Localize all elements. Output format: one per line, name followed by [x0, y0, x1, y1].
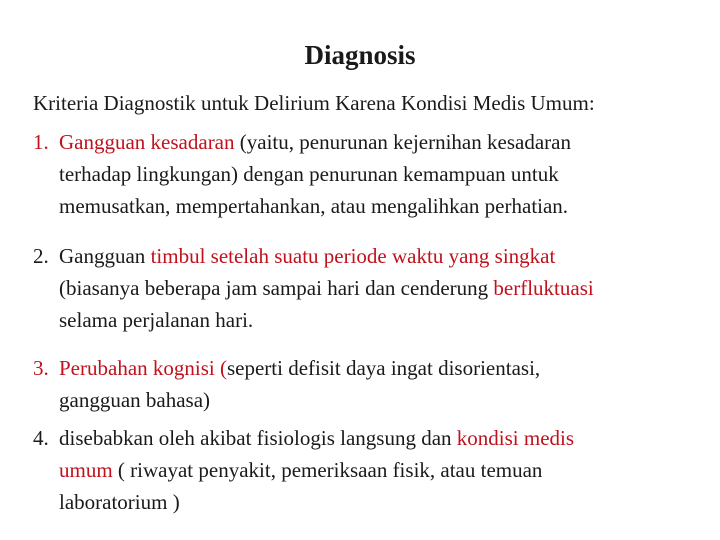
- plain-text: (biasanya beberapa jam sampai hari dan cenderung: [59, 276, 494, 300]
- list-item-line: [59, 422, 693, 454]
- list-item-line: [59, 126, 693, 158]
- list-item-number: 4.: [33, 426, 49, 450]
- plain-text: (yaitu, penurunan kejernihan kesadaran: [234, 130, 571, 154]
- list-item-text: [59, 126, 693, 222]
- list-item-line: [59, 190, 693, 222]
- list-item-line: [59, 158, 693, 190]
- plain-text: terhadap lingkungan) dengan penurunan kemampuan untuk: [59, 162, 559, 186]
- list-item-line: [59, 240, 693, 272]
- list-item-line: [59, 304, 693, 336]
- highlight-text: timbul setelah suatu periode waktu yang singkat: [150, 244, 556, 268]
- plain-text: selama perjalanan hari.: [59, 308, 254, 332]
- list-item-line: [59, 384, 693, 416]
- highlight-text: Perubahan kognisi (: [59, 356, 227, 380]
- list-item-number: 3.: [33, 356, 49, 380]
- list-item-line: [59, 454, 693, 486]
- plain-text: seperti defisit daya ingat disorientasi,: [226, 356, 541, 380]
- plain-text: disebabkan oleh akibat fisiologis langsung dan: [59, 426, 457, 450]
- highlight-text: kondisi medis: [456, 426, 575, 450]
- plain-text: memusatkan, mempertahankan, atau mengalihkan perhatian.: [59, 194, 569, 218]
- subtitle: Kriteria Diagnostik untuk Delirium Karena Kondisi Medis Umum:: [33, 91, 595, 115]
- list-item-number: 1.: [33, 130, 49, 154]
- list-item-text: [59, 422, 693, 518]
- list-item-text: [59, 352, 693, 416]
- list-item-line: [59, 272, 693, 304]
- highlight-text: Gangguan kesadaran: [59, 130, 235, 154]
- plain-text: Gangguan: [59, 244, 151, 268]
- list-item-text: [59, 240, 693, 336]
- plain-text: ( riwayat penyakit, pemeriksaan fisik, atau temuan: [112, 458, 543, 482]
- list-item-number: 2.: [33, 244, 49, 268]
- list-item-line: [59, 486, 693, 518]
- page-title: Diagnosis: [304, 40, 416, 70]
- list-item-line: [59, 352, 693, 384]
- highlight-text: berfluktuasi: [493, 276, 594, 300]
- plain-text: laboratorium ): [59, 490, 180, 514]
- highlight-text: umum: [59, 458, 113, 482]
- plain-text: gangguan bahasa): [59, 388, 211, 412]
